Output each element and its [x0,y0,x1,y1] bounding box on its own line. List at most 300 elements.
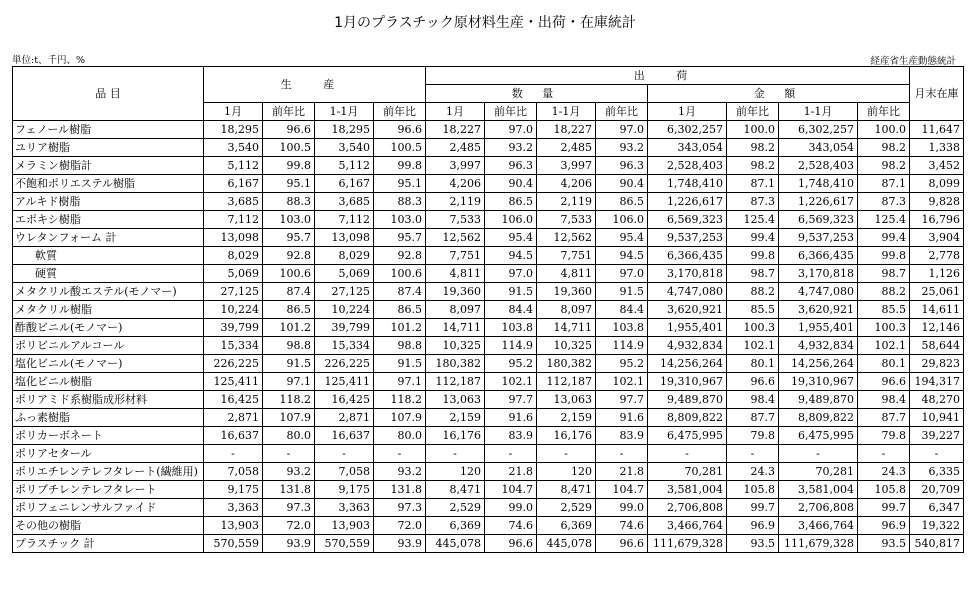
table-cell: 125,411 [315,373,374,391]
table-cell: 16,176 [426,427,485,445]
table-cell: 3,620,921 [648,301,727,319]
table-cell: 96.3 [596,157,648,175]
row-item-name: その他の樹脂 [13,517,204,535]
table-cell: 9,537,253 [779,229,858,247]
row-item-name: ポリアセタール [13,445,204,463]
table-cell: 100.0 [858,121,910,139]
table-cell: 102.1 [485,373,537,391]
table-cell: 100.0 [727,121,779,139]
table-cell: 2,485 [426,139,485,157]
table-cell: 87.1 [727,175,779,193]
table-cell: 4,811 [537,265,596,283]
table-cell: 15,334 [204,337,263,355]
table-cell: 91.5 [263,355,315,373]
table-cell: 16,637 [315,427,374,445]
table-cell: 3,540 [204,139,263,157]
table-cell: 570,559 [315,535,374,553]
table-cell: 14,711 [426,319,485,337]
row-item-name: ウレタンフォーム 計 [13,229,204,247]
amount-yoy-header: 前年比 [727,103,779,121]
table-cell: 16,425 [315,391,374,409]
table-cell: 95.1 [374,175,426,193]
table-cell: 18,227 [426,121,485,139]
table-cell: 3,363 [204,499,263,517]
table-cell: 7,751 [537,247,596,265]
table-cell: 18,295 [315,121,374,139]
table-row [13,157,964,175]
table-cell: 102.1 [596,373,648,391]
table-cell: 3,620,921 [779,301,858,319]
table-cell: 10,325 [426,337,485,355]
table-cell: 96.9 [727,517,779,535]
row-item-name: メラミン樹脂計 [13,157,204,175]
table-cell: 87.3 [727,193,779,211]
table-row [13,283,964,301]
table-cell: 111,679,328 [648,535,727,553]
shipment-header: 出 荷 [426,67,910,85]
table-cell: 99.0 [596,499,648,517]
table-cell: 6,475,995 [779,427,858,445]
table-cell: 2,485 [537,139,596,157]
table-cell: 98.2 [727,139,779,157]
row-item-name: フェノール樹脂 [13,121,204,139]
table-cell: 1,955,401 [648,319,727,337]
row-item-name: 不飽和ポリエステル樹脂 [13,175,204,193]
row-item-name: ユリア樹脂 [13,139,204,157]
table-cell: 8,097 [537,301,596,319]
table-cell: 13,098 [315,229,374,247]
table-cell: 13,063 [426,391,485,409]
table-cell: 27,125 [204,283,263,301]
table-cell: 104.7 [485,481,537,499]
table-cell: 125,411 [204,373,263,391]
table-cell: 99.7 [858,499,910,517]
table-cell: 114.9 [596,337,648,355]
table-cell: - [204,445,263,463]
table-cell: 95.4 [485,229,537,247]
table-cell: 2,119 [426,193,485,211]
table-cell: 98.2 [727,157,779,175]
table-cell: 120 [426,463,485,481]
row-item-name: 硬質 [13,265,204,283]
table-cell: 2,871 [204,409,263,427]
table-cell: 101.2 [263,319,315,337]
table-cell: 8,097 [426,301,485,319]
row-item-name: ふっ素樹脂 [13,409,204,427]
table-cell: 21.8 [596,463,648,481]
table-cell: 80.0 [263,427,315,445]
table-cell: 83.9 [485,427,537,445]
table-cell: 4,811 [426,265,485,283]
table-cell: 6,167 [315,175,374,193]
table-cell: 131.8 [263,481,315,499]
table-cell: 6,302,257 [648,121,727,139]
table-cell: 9,489,870 [779,391,858,409]
table-cell: 16,637 [204,427,263,445]
production-yoy-header: 前年比 [263,103,315,121]
quantity-ytd-yoy-header: 前年比 [596,103,648,121]
table-cell: 8,471 [537,481,596,499]
table-cell: 74.6 [485,517,537,535]
table-cell: 1,226,617 [779,193,858,211]
table-cell: 18,295 [204,121,263,139]
table-cell: 10,224 [315,301,374,319]
table-cell: 4,206 [537,175,596,193]
table-row [13,121,964,139]
table-cell: 100.6 [374,265,426,283]
table-cell: 2,119 [537,193,596,211]
table-cell: 2,529 [426,499,485,517]
table-cell: 84.4 [485,301,537,319]
table-cell: - [537,445,596,463]
table-cell: 7,112 [315,211,374,229]
table-cell: 7,533 [426,211,485,229]
table-cell: 25,061 [910,283,964,301]
table-row [13,409,964,427]
table-cell: 570,559 [204,535,263,553]
table-cell: 100.5 [263,139,315,157]
row-item-name: エポキシ樹脂 [13,211,204,229]
table-cell: 8,029 [204,247,263,265]
table-cell: 2,529 [537,499,596,517]
table-cell: 1,748,410 [779,175,858,193]
table-cell: 74.6 [596,517,648,535]
table-row [13,517,964,535]
table-cell: 13,903 [315,517,374,535]
table-cell: 5,112 [204,157,263,175]
table-cell: 100.3 [858,319,910,337]
table-cell: 70,281 [779,463,858,481]
table-cell: 100.3 [727,319,779,337]
source-note: 経産省生産動態統計 [870,56,956,67]
table-cell: 3,170,818 [779,265,858,283]
table-cell: - [858,445,910,463]
table-cell: 3,997 [537,157,596,175]
table-cell: - [374,445,426,463]
table-cell: 87.7 [858,409,910,427]
table-cell: 97.1 [374,373,426,391]
table-cell: 15,334 [315,337,374,355]
table-cell: 3,997 [426,157,485,175]
table-cell: 6,347 [910,499,964,517]
table-cell: 5,112 [315,157,374,175]
table-cell: 96.6 [727,373,779,391]
table-cell: 3,685 [204,193,263,211]
table-cell: 94.5 [485,247,537,265]
table-cell: 16,796 [910,211,964,229]
table-cell: 14,256,264 [648,355,727,373]
table-cell: 4,747,080 [648,283,727,301]
table-header [13,67,964,121]
table-cell: 3,581,004 [648,481,727,499]
table-cell: 103.8 [596,319,648,337]
table-row [13,355,964,373]
table-row [13,229,964,247]
row-item-name: メタクリル樹脂 [13,301,204,319]
table-row [13,499,964,517]
table-cell: 95.4 [596,229,648,247]
table-cell: 9,828 [910,193,964,211]
table-cell: 14,611 [910,301,964,319]
table-cell: 12,146 [910,319,964,337]
table-cell: 87.4 [263,283,315,301]
table-cell: 540,817 [910,535,964,553]
table-cell: 343,054 [648,139,727,157]
table-cell: 2,528,403 [779,157,858,175]
table-cell: 96.6 [485,535,537,553]
table-cell: 14,256,264 [779,355,858,373]
table-cell: 98.7 [727,265,779,283]
table-cell: 3,170,818 [648,265,727,283]
unit-note: 単位:t、千円、% [12,55,86,66]
table-cell: 4,206 [426,175,485,193]
table-cell: 8,809,822 [779,409,858,427]
table-cell: 99.8 [374,157,426,175]
table-cell: 97.7 [596,391,648,409]
table-cell: 1,338 [910,139,964,157]
table-cell: 90.4 [596,175,648,193]
table-cell: 99.4 [858,229,910,247]
table-cell: 97.7 [485,391,537,409]
table-row [13,427,964,445]
table-cell: 39,799 [315,319,374,337]
table-cell: 39,799 [204,319,263,337]
table-row [13,265,964,283]
row-item-name: ポリカーボネート [13,427,204,445]
table-cell: 39,227 [910,427,964,445]
table-cell: 20,709 [910,481,964,499]
table-cell: 114.9 [485,337,537,355]
table-cell: 58,644 [910,337,964,355]
production-month-header: 1月 [204,103,263,121]
table-cell: 98.4 [727,391,779,409]
table-cell: - [485,445,537,463]
table-cell: 7,112 [204,211,263,229]
table-cell: 91.6 [485,409,537,427]
table-cell: 118.2 [263,391,315,409]
table-cell: - [648,445,727,463]
table-cell: 107.9 [374,409,426,427]
table-row [13,535,964,553]
amount-ytd-yoy-header: 前年比 [858,103,910,121]
table-cell: 70,281 [648,463,727,481]
table-cell: 107.9 [263,409,315,427]
table-cell: 95.7 [263,229,315,247]
table-cell: 125.4 [727,211,779,229]
table-cell: 226,225 [204,355,263,373]
table-cell: 86.5 [485,193,537,211]
table-cell: 21.8 [485,463,537,481]
table-cell: 79.8 [727,427,779,445]
table-cell: 5,069 [204,265,263,283]
table-cell: 112,187 [426,373,485,391]
table-cell: 92.8 [374,247,426,265]
table-cell: 100.5 [374,139,426,157]
quantity-ytd-header: 1-1月 [537,103,596,121]
table-cell: 48,270 [910,391,964,409]
table-cell: 90.4 [485,175,537,193]
table-cell: 102.1 [858,337,910,355]
amount-header: 金 額 [648,85,910,103]
table-cell: 99.0 [485,499,537,517]
table-cell: 3,466,764 [648,517,727,535]
table-cell: 97.0 [596,121,648,139]
table-cell: 6,302,257 [779,121,858,139]
table-cell: 101.2 [374,319,426,337]
month-end-stock-header: 月末在庫 [910,67,964,121]
table-cell: 3,452 [910,157,964,175]
table-cell: 98.4 [858,391,910,409]
table-cell: 96.6 [263,121,315,139]
amount-month-header: 1月 [648,103,727,121]
table-cell: 99.7 [727,499,779,517]
production-ytd-yoy-header: 前年比 [374,103,426,121]
quantity-yoy-header: 前年比 [485,103,537,121]
table-cell: 95.7 [374,229,426,247]
row-item-name: ポリエチレンテレフタレート(繊維用) [13,463,204,481]
row-item-name: ポリビニルアルコール [13,337,204,355]
table-cell: 6,569,323 [648,211,727,229]
table-cell: 4,932,834 [648,337,727,355]
amount-ytd-header: 1-1月 [779,103,858,121]
production-ytd-header: 1-1月 [315,103,374,121]
table-cell: 6,569,323 [779,211,858,229]
table-cell: 19,322 [910,517,964,535]
table-cell: 98.8 [374,337,426,355]
table-cell: 1,226,617 [648,193,727,211]
table-cell: - [727,445,779,463]
table-cell: 88.2 [858,283,910,301]
table-cell: 11,647 [910,121,964,139]
table-cell: 18,227 [537,121,596,139]
report-title: 1月のプラスチック原材料生産・出荷・在庫統計 [334,15,636,31]
table-cell: 80.1 [858,355,910,373]
table-cell: 3,685 [315,193,374,211]
table-row [13,175,964,193]
row-item-name: 塩化ビニル樹脂 [13,373,204,391]
table-cell: 2,871 [315,409,374,427]
table-cell: 194,317 [910,373,964,391]
table-cell: 1,955,401 [779,319,858,337]
table-cell: 12,562 [426,229,485,247]
table-cell: 10,325 [537,337,596,355]
table-cell: 180,382 [426,355,485,373]
table-cell: 9,489,870 [648,391,727,409]
table-row [13,445,964,463]
table-cell: 7,058 [204,463,263,481]
table-cell: 6,366,435 [779,247,858,265]
table-cell: 86.5 [374,301,426,319]
table-row [13,211,964,229]
table-cell: - [779,445,858,463]
table-cell: 6,369 [537,517,596,535]
table-cell: 2,528,403 [648,157,727,175]
row-item-name: ポリアミド系樹脂成形材料 [13,391,204,409]
table-cell: 27,125 [315,283,374,301]
table-cell: 93.9 [263,535,315,553]
table-row [13,139,964,157]
table-cell: 99.8 [858,247,910,265]
table-cell: - [263,445,315,463]
table-cell: 13,903 [204,517,263,535]
table-cell: 29,823 [910,355,964,373]
table-cell: 100.6 [263,265,315,283]
table-cell: 3,363 [315,499,374,517]
table-cell: 102.1 [727,337,779,355]
table-cell: 97.3 [374,499,426,517]
table-cell: 88.2 [727,283,779,301]
table-cell: 13,063 [537,391,596,409]
table-cell: 4,932,834 [779,337,858,355]
table-cell: 72.0 [374,517,426,535]
row-item-name: プラスチック 計 [13,535,204,553]
table-cell: 19,310,967 [648,373,727,391]
table-cell: 91.5 [596,283,648,301]
table-cell: - [426,445,485,463]
table-cell: 14,711 [537,319,596,337]
table-cell: 9,175 [204,481,263,499]
table-cell: 96.6 [596,535,648,553]
table-cell: 5,069 [315,265,374,283]
table-row [13,193,964,211]
table-cell: 6,369 [426,517,485,535]
table-row [13,301,964,319]
item-header: 品 目 [13,67,204,121]
table-cell: 19,360 [537,283,596,301]
table-cell: 8,471 [426,481,485,499]
table-cell: 87.1 [858,175,910,193]
table-cell: 96.6 [858,373,910,391]
table-cell: 83.9 [596,427,648,445]
table-cell: 93.2 [485,139,537,157]
table-cell: 9,537,253 [648,229,727,247]
table-cell: 16,176 [537,427,596,445]
table-cell: 94.5 [596,247,648,265]
table-cell: 2,159 [426,409,485,427]
table-cell: 84.4 [596,301,648,319]
table-cell: 103.8 [485,319,537,337]
table-cell: 72.0 [263,517,315,535]
table-cell: 93.2 [374,463,426,481]
table-cell: 98.2 [858,157,910,175]
table-cell: 91.5 [374,355,426,373]
table-cell: 105.8 [727,481,779,499]
table-cell: 6,475,995 [648,427,727,445]
table-cell: 79.8 [858,427,910,445]
table-cell: 97.0 [485,121,537,139]
table-cell: 96.9 [858,517,910,535]
table-cell: 2,778 [910,247,964,265]
table-cell: 91.5 [485,283,537,301]
table-body [13,121,964,553]
table-cell: 180,382 [537,355,596,373]
table-cell: 8,029 [315,247,374,265]
table-cell: 343,054 [779,139,858,157]
table-cell: 97.1 [263,373,315,391]
table-cell: 7,751 [426,247,485,265]
table-cell: 87.4 [374,283,426,301]
statistics-table [12,66,964,553]
table-cell: 106.0 [485,211,537,229]
table-cell: 226,225 [315,355,374,373]
table-cell: 96.6 [374,121,426,139]
table-cell: 24.3 [858,463,910,481]
table-cell: 104.7 [596,481,648,499]
table-cell: 2,159 [537,409,596,427]
table-cell: 88.3 [374,193,426,211]
table-cell: 99.8 [727,247,779,265]
row-item-name: 軟質 [13,247,204,265]
